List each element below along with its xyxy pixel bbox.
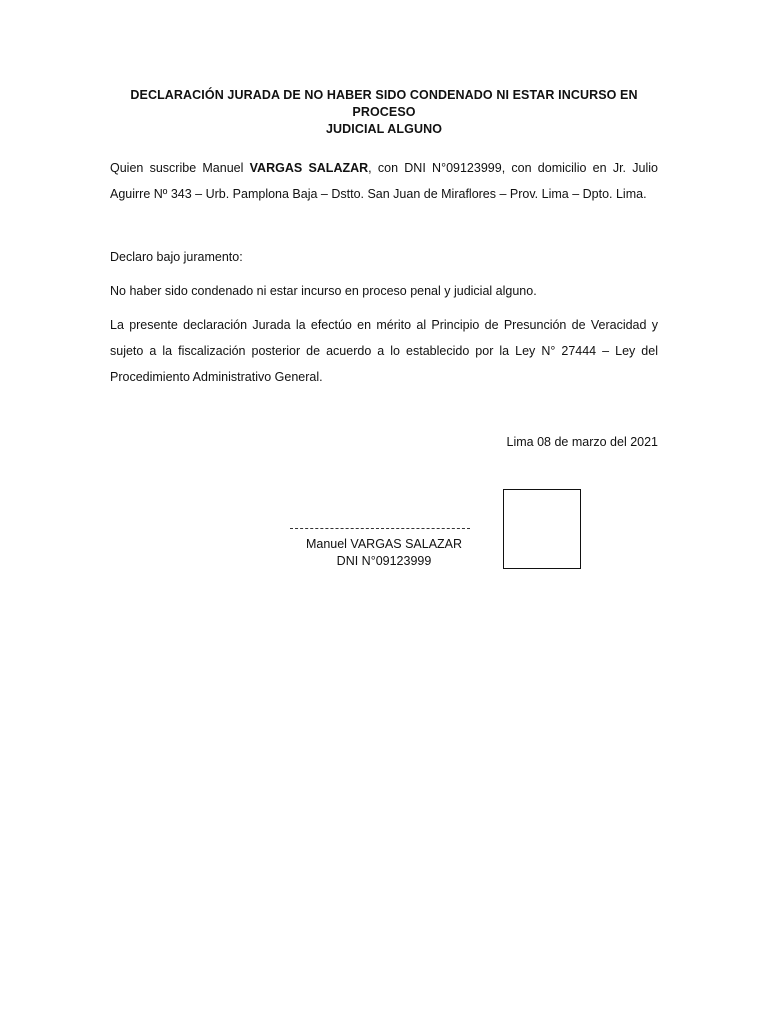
document-title-line-1: DECLARACIÓN JURADA DE NO HABER SIDO CONDENADO NI ESTAR INCURSO EN PROCESO: [130, 88, 638, 119]
declaro-paragraph: Declaro bajo juramento:: [110, 250, 243, 264]
presente-paragraph: La presente declaración Jurada la efectúo en mérito al Principio de Presunción de Veracidad y sujeto a la fiscalización posterior de acuerdo a lo establecido por la Ley N° 27444 – Ley del Procedimiento Administrativo General.: [110, 318, 658, 384]
signature-dni: DNI N°09123999: [336, 554, 432, 568]
intro-paragraph: [110, 155, 658, 207]
intro-name-bold: VARGAS SALAZAR: [249, 161, 369, 175]
intro-prefix: Quien suscribe Manuel: [110, 161, 250, 175]
fingerprint-box: [503, 489, 581, 569]
signature-line: [290, 528, 470, 529]
signature-name: Manuel VARGAS SALAZAR: [305, 537, 463, 551]
document-title: [110, 87, 658, 138]
intro-rest: , con DNI N°09123999, con domicilio en Jr. Julio Aguirre Nº 343 – Urb. Pamplona Baja – Dstto. San Juan de Miraflores – Prov. Lima – Dpto. Lima.: [110, 161, 658, 201]
document-title-line-2: JUDICIAL ALGUNO: [325, 122, 443, 136]
date-line: Lima 08 de marzo del 2021: [506, 435, 658, 449]
no-haber-paragraph: No haber sido condenado ni estar incurso en proceso penal y judicial alguno.: [110, 284, 537, 298]
